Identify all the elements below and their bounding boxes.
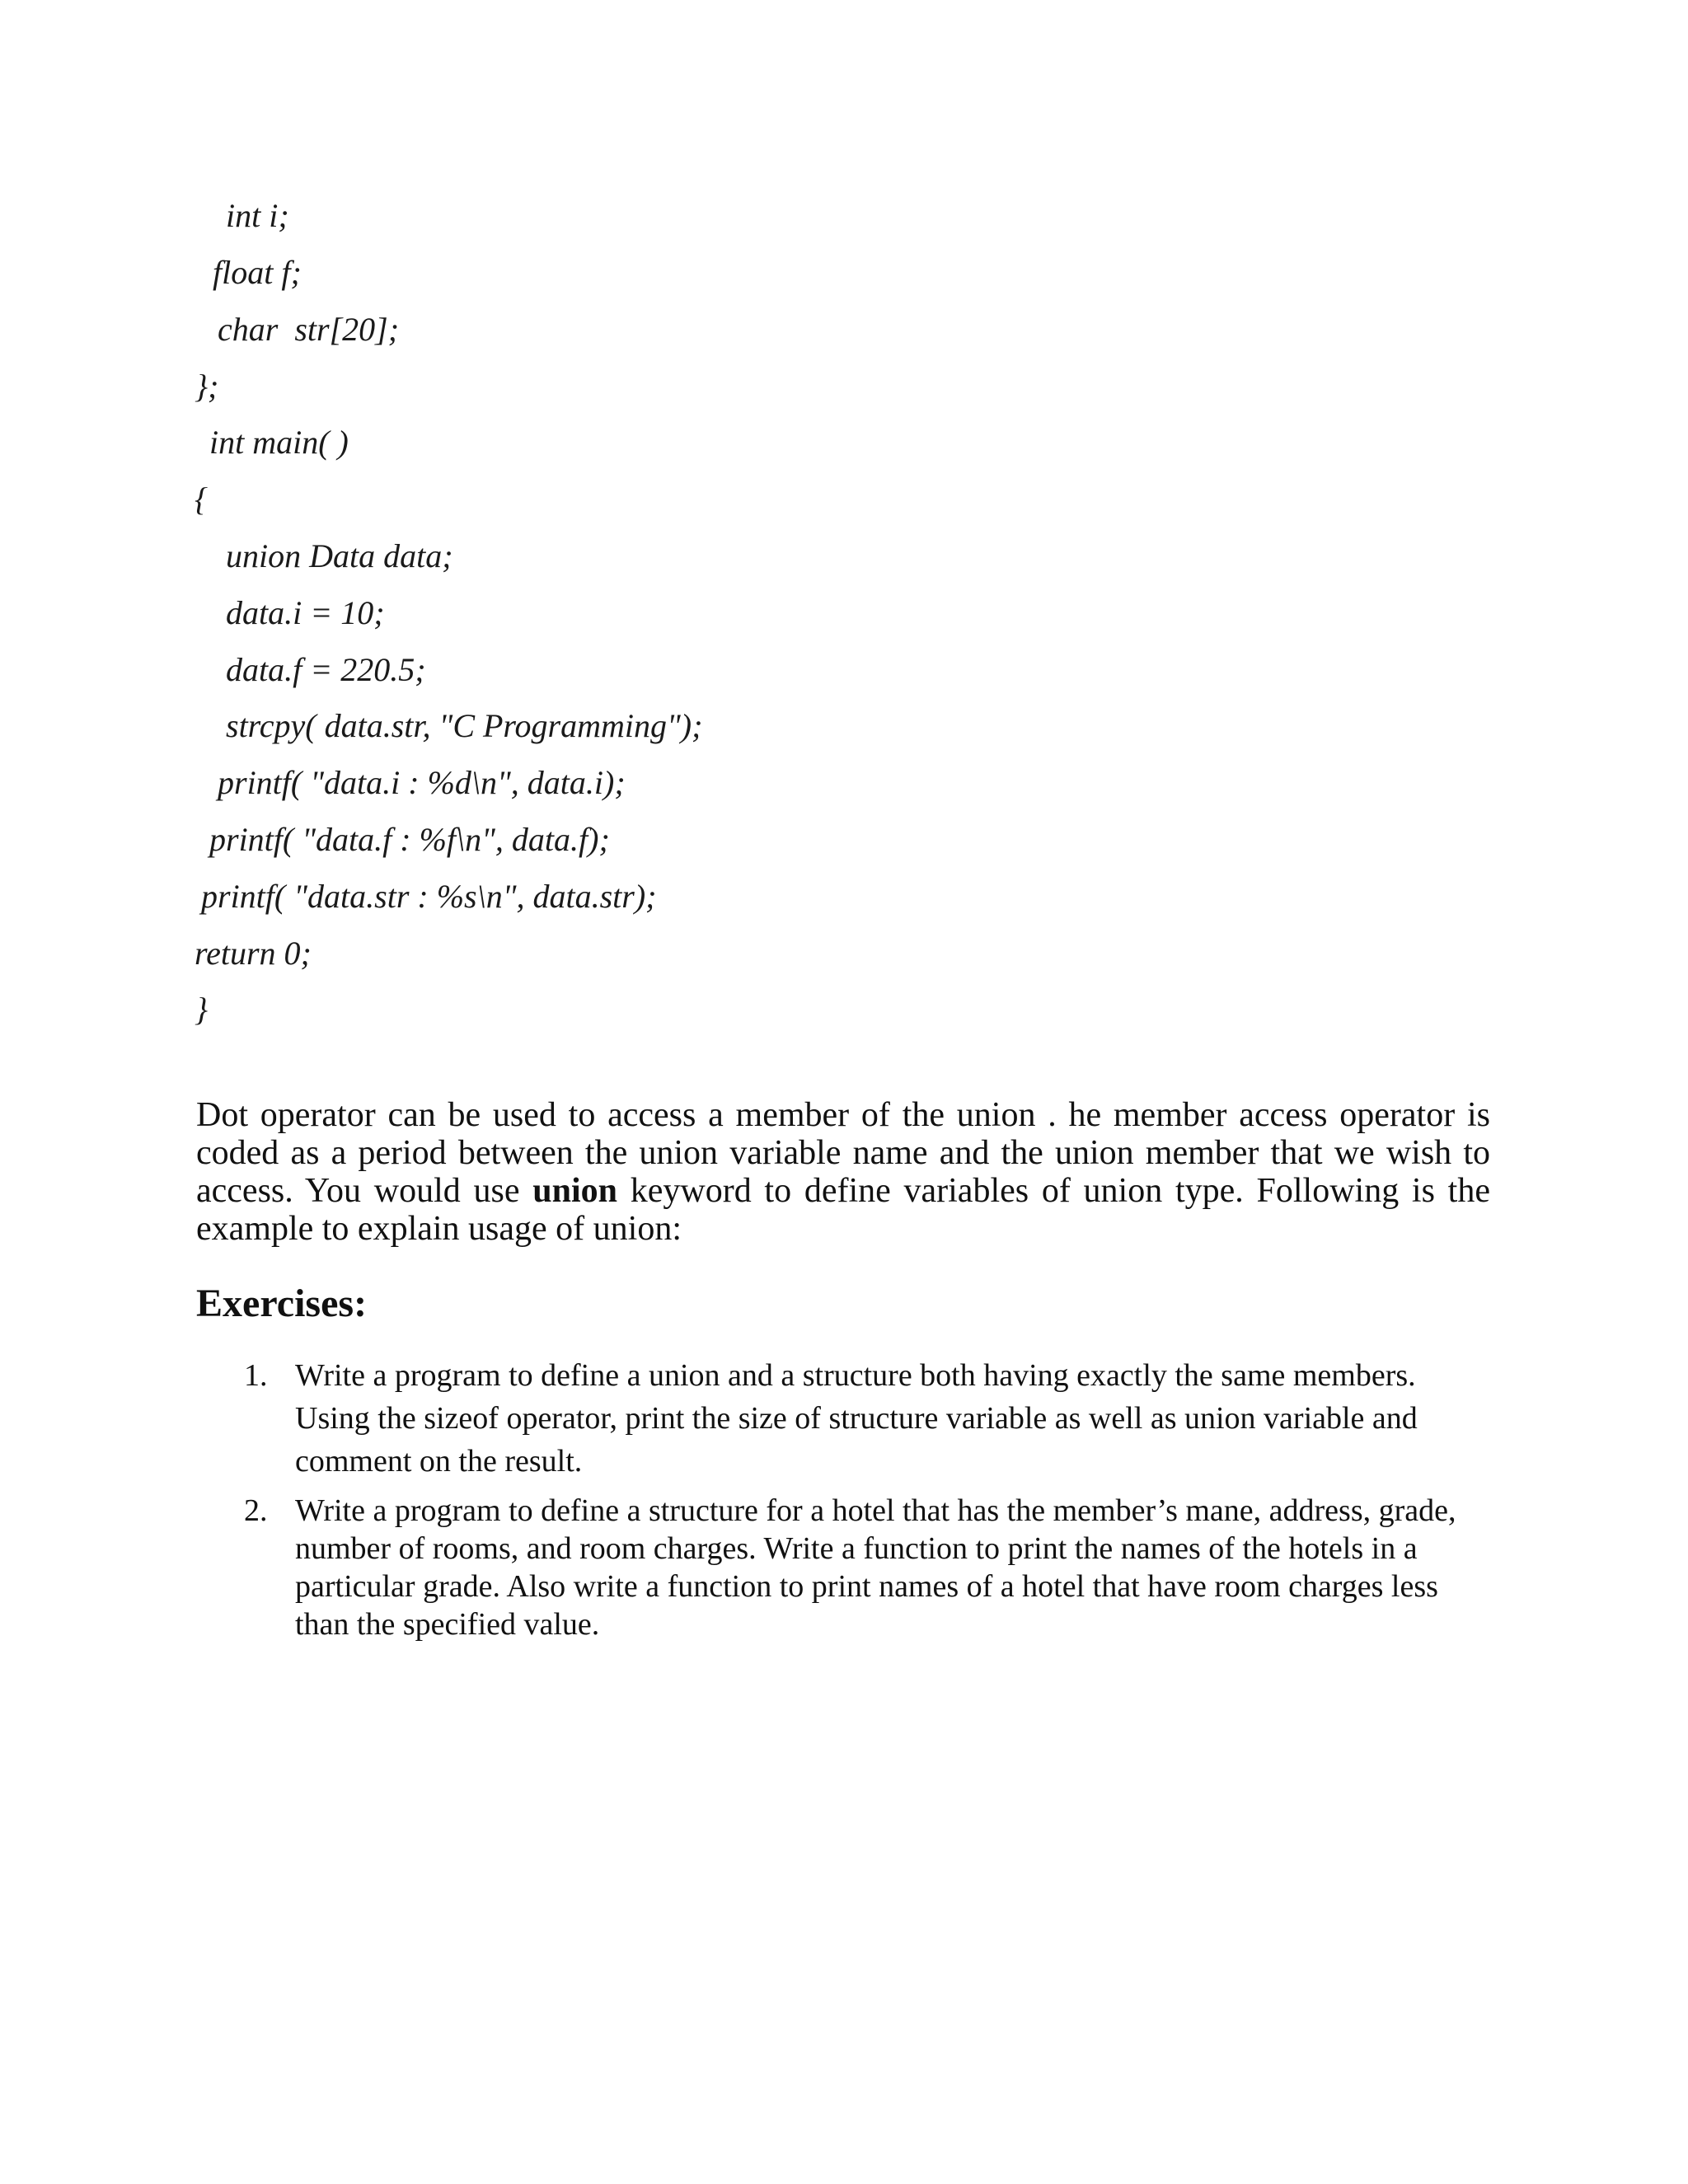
exercise-item-text: Write a program to define a union and a structure both having exactly the same members. Using the sizeof operator, print the size of structure variable as well as union variable and comment on the result. [295,1358,1418,1479]
code-line: printf( "data.i : %d\n", data.i); [218,764,626,801]
code-line: strcpy( data.str, "C Programming"); [226,707,703,744]
code-line: data.i = 10; [226,594,385,631]
code-line: printf( "data.str : %s\n", data.str); [201,878,657,915]
code-line: char str[20]; [218,311,400,348]
code-line: return 0; [195,935,312,972]
code-line: union Data data; [226,537,453,574]
code-line: int i; [226,197,289,234]
exercises-heading: Exercises: [196,1282,368,1325]
code-line: }; [195,368,219,405]
paragraph-text: Dot operator can be used to access a member of the union . he member access operator is coded as a period between the union variable name and the union member that we wish to access. You would use [196,1096,1490,1210]
code-line: } [195,991,208,1028]
exercise-item-text: Write a program to define a structure for a hotel that has the member’s mane, address, grade, number of rooms, and room charges. Write a function to print the names of the hotels in a particular grade. Also write a function to print names of a hotel that have room charges less than the specified value. [295,1493,1456,1642]
union-keyword: union [532,1172,617,1210]
code-line: int main( ) [209,424,349,461]
code-line: float f; [213,254,302,291]
exercise-number: 2. [244,1493,268,1528]
paragraph-text: keyword to define variables of union type. Following is the example to explain usage of union: [196,1172,1490,1248]
code-line: { [195,480,208,518]
union-explanation-paragraph [196,1096,1490,1248]
code-line: data.f = 220.5; [226,651,426,688]
code-line: printf( "data.f : %f\n", data.f); [209,821,610,858]
exercise-number: 1. [244,1358,268,1393]
